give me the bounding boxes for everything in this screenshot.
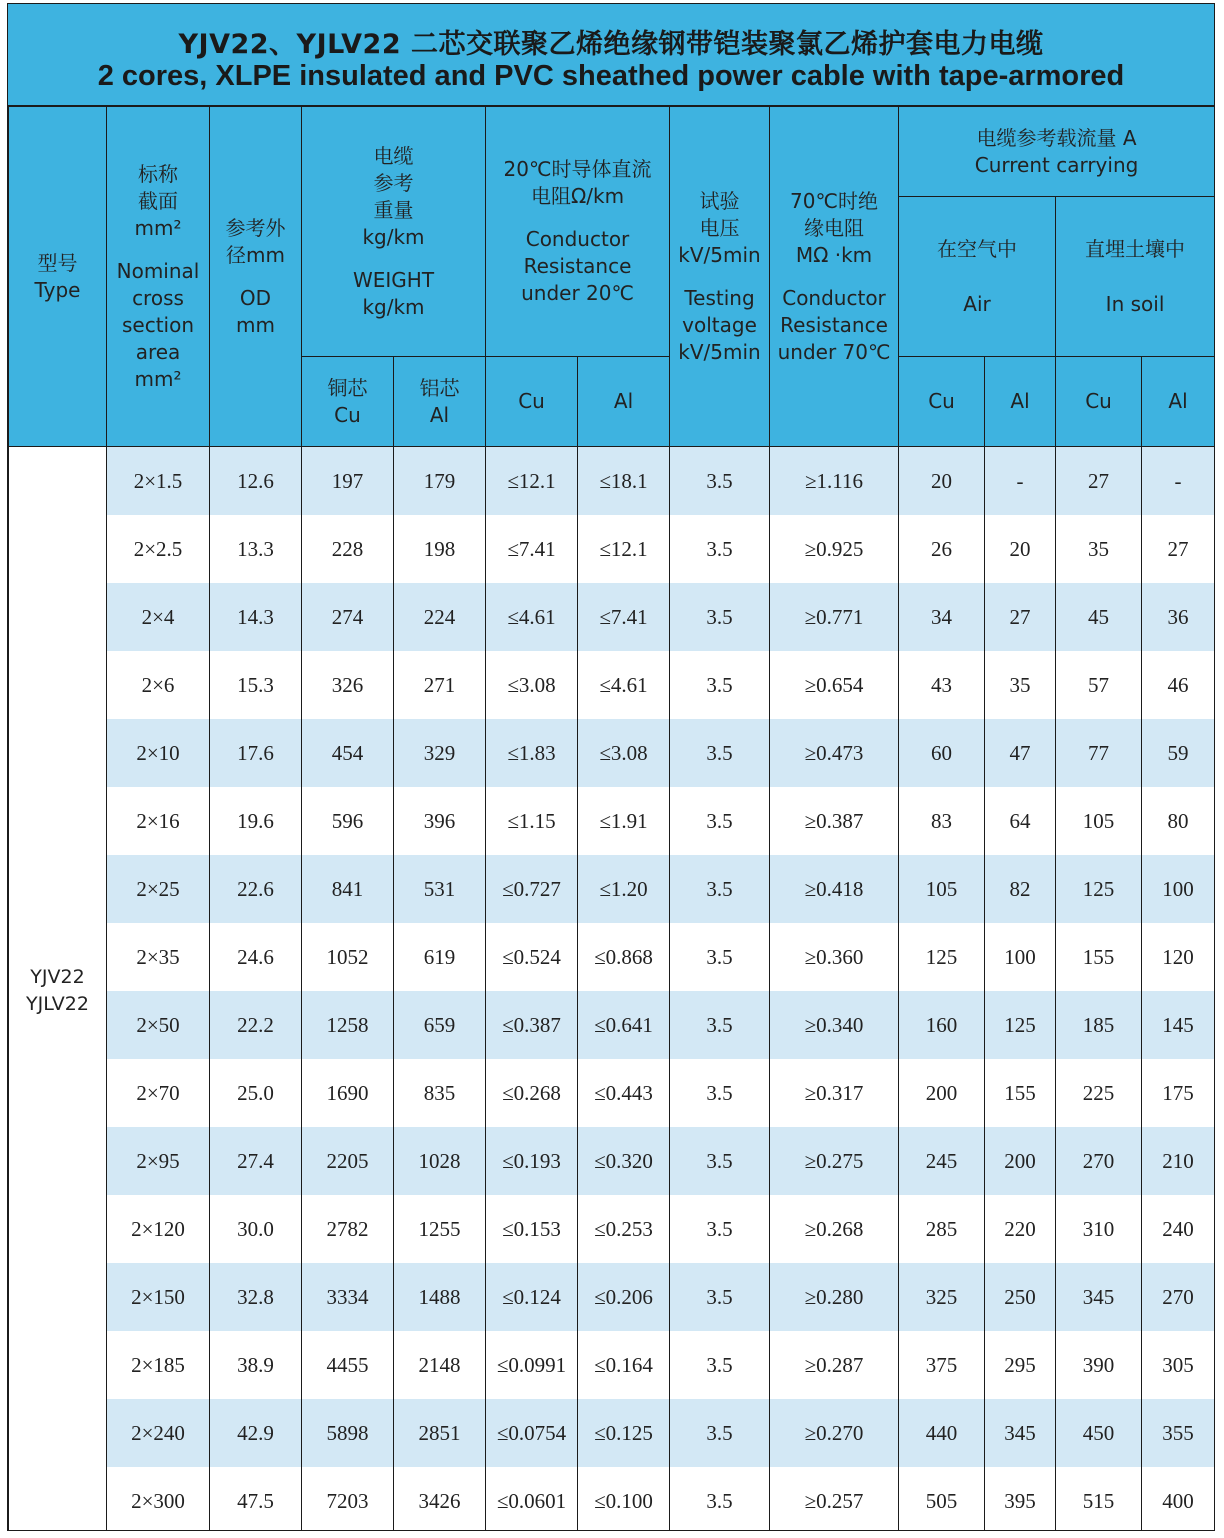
cell-weight-cu: 4455 [302, 1331, 394, 1399]
cell-air-cu: 200 [899, 1059, 985, 1127]
cell-test-voltage: 3.5 [670, 1263, 770, 1331]
cell-od: 30.0 [210, 1195, 302, 1263]
cell-insulation-resistance: ≥0.925 [770, 515, 899, 583]
header-air [899, 197, 1056, 357]
header-section-unit: mm² [134, 215, 182, 240]
cell-od: 13.3 [210, 515, 302, 583]
cell-test-voltage: 3.5 [670, 991, 770, 1059]
table-row [9, 991, 1215, 1059]
cell-air-cu: 375 [899, 1331, 985, 1399]
header-weight [302, 107, 486, 357]
cell-resistance-cu: ≤0.193 [486, 1127, 578, 1195]
header-nominal-section [107, 107, 210, 447]
cell-weight-cu: 454 [302, 719, 394, 787]
cell-air-cu: 60 [899, 719, 985, 787]
cell-resistance-cu: ≤0.0601 [486, 1467, 578, 1531]
cell-weight-cu: 2782 [302, 1195, 394, 1263]
cell-od: 22.6 [210, 855, 302, 923]
cell-weight-cu: 5898 [302, 1399, 394, 1467]
cell-resistance-cu: ≤0.387 [486, 991, 578, 1059]
cell-soil-cu: 225 [1056, 1059, 1142, 1127]
table-row [9, 1263, 1215, 1331]
title-english: 2 cores, XLPE insulated and PVC sheathed power cable with tape-armored [97, 60, 1125, 92]
cell-soil-al: 80 [1142, 787, 1215, 855]
header-resist-al: Al [578, 357, 670, 447]
cell-soil-cu: 450 [1056, 1399, 1142, 1467]
header-insul-zh: 70℃时绝缘电阻 [790, 188, 878, 240]
header-current-zh: 电缆参考载流量 A [976, 125, 1137, 150]
cell-soil-al: 59 [1142, 719, 1215, 787]
header-voltage-unit: kV/5min [678, 242, 761, 267]
header-od-unit: mm [236, 312, 275, 337]
type-label: YJLV22 [26, 993, 89, 1015]
cell-air-cu: 20 [899, 447, 985, 516]
cell-od: 12.6 [210, 447, 302, 516]
header-od-zh: 参考外径mm [225, 215, 286, 267]
cell-air-cu: 125 [899, 923, 985, 991]
cell-air-al: 395 [985, 1467, 1056, 1531]
header-voltage-unit-en: kV/5min [678, 339, 761, 364]
cell-nominal-section: 2×10 [107, 719, 210, 787]
cell-resistance-al: ≤18.1 [578, 447, 670, 516]
cell-soil-cu: 35 [1056, 515, 1142, 583]
cell-soil-al: 100 [1142, 855, 1215, 923]
cell-weight-al: 1488 [394, 1263, 486, 1331]
cell-weight-al: 619 [394, 923, 486, 991]
cell-resistance-cu: ≤1.15 [486, 787, 578, 855]
cell-resistance-al: ≤0.206 [578, 1263, 670, 1331]
cell-weight-al: 2851 [394, 1399, 486, 1467]
cell-resistance-al: ≤3.08 [578, 719, 670, 787]
cell-nominal-section: 2×2.5 [107, 515, 210, 583]
header-section-en: Nominal cross section area [116, 258, 200, 364]
table-row [9, 583, 1215, 651]
cell-weight-cu: 7203 [302, 1467, 394, 1531]
cell-nominal-section: 2×240 [107, 1399, 210, 1467]
cell-resistance-cu: ≤0.268 [486, 1059, 578, 1127]
cell-air-al: 100 [985, 923, 1056, 991]
cell-soil-cu: 125 [1056, 855, 1142, 923]
cell-test-voltage: 3.5 [670, 651, 770, 719]
cell-air-cu: 83 [899, 787, 985, 855]
table-row [9, 787, 1215, 855]
header-type [9, 107, 107, 447]
cell-nominal-section: 2×95 [107, 1127, 210, 1195]
cell-soil-cu: 27 [1056, 447, 1142, 516]
cell-insulation-resistance: ≥0.268 [770, 1195, 899, 1263]
cell-soil-al: 145 [1142, 991, 1215, 1059]
cell-od: 25.0 [210, 1059, 302, 1127]
cell-nominal-section: 2×16 [107, 787, 210, 855]
cell-nominal-section: 2×50 [107, 991, 210, 1059]
title-chinese: YJV22、YJLV22 二芯交联聚乙烯绝缘钢带铠装聚氯乙烯护套电力电缆 [178, 29, 1044, 60]
header-air-al: Al [985, 357, 1056, 447]
header-weight-cu [302, 357, 394, 447]
cell-air-al: 35 [985, 651, 1056, 719]
cell-air-cu: 26 [899, 515, 985, 583]
cell-insulation-resistance: ≥1.116 [770, 447, 899, 516]
cell-air-al: 250 [985, 1263, 1056, 1331]
cell-nominal-section: 2×185 [107, 1331, 210, 1399]
cell-insulation-resistance: ≥0.654 [770, 651, 899, 719]
cell-air-al: 20 [985, 515, 1056, 583]
cell-soil-cu: 77 [1056, 719, 1142, 787]
header-air-zh: 在空气中 [937, 236, 1018, 261]
cell-weight-cu: 1052 [302, 923, 394, 991]
cell-od: 24.6 [210, 923, 302, 991]
cell-soil-cu: 105 [1056, 787, 1142, 855]
table-row [9, 1399, 1215, 1467]
cell-test-voltage: 3.5 [670, 1127, 770, 1195]
cell-air-al: 295 [985, 1331, 1056, 1399]
cell-soil-al: 270 [1142, 1263, 1215, 1331]
cell-nominal-section: 2×70 [107, 1059, 210, 1127]
header-soil-al: Al [1142, 357, 1215, 447]
header-weight-cu-en: Cu [334, 402, 361, 427]
header-insulation-resistance [770, 107, 899, 447]
cell-test-voltage: 3.5 [670, 1195, 770, 1263]
cell-weight-al: 531 [394, 855, 486, 923]
cell-soil-al: 305 [1142, 1331, 1215, 1399]
cell-air-cu: 285 [899, 1195, 985, 1263]
cell-soil-al: 36 [1142, 583, 1215, 651]
header-weight-al-zh: 铝芯 [419, 375, 460, 400]
table-row [9, 651, 1215, 719]
cell-test-voltage: 3.5 [670, 923, 770, 991]
cell-insulation-resistance: ≥0.473 [770, 719, 899, 787]
cell-air-al: 345 [985, 1399, 1056, 1467]
cell-resistance-cu: ≤7.41 [486, 515, 578, 583]
cell-resistance-cu: ≤0.153 [486, 1195, 578, 1263]
cell-soil-al: 120 [1142, 923, 1215, 991]
cell-resistance-al: ≤0.253 [578, 1195, 670, 1263]
cell-weight-cu: 841 [302, 855, 394, 923]
header-weight-en: WEIGHT [352, 267, 435, 292]
cell-resistance-al: ≤1.20 [578, 855, 670, 923]
cell-weight-al: 835 [394, 1059, 486, 1127]
cell-soil-cu: 185 [1056, 991, 1142, 1059]
header-insul-en: Conductor Resistance under 70℃ [777, 285, 891, 364]
cell-insulation-resistance: ≥0.287 [770, 1331, 899, 1399]
header-section-unit-2: mm² [134, 366, 182, 391]
header-weight-al [394, 357, 486, 447]
header-resist-en: Conductor Resistance under 20℃ [521, 227, 634, 305]
cell-resistance-cu: ≤0.524 [486, 923, 578, 991]
cell-insulation-resistance: ≥0.418 [770, 855, 899, 923]
cell-weight-cu: 326 [302, 651, 394, 719]
cell-soil-al: 46 [1142, 651, 1215, 719]
cell-air-cu: 325 [899, 1263, 985, 1331]
header-soil-cu: Cu [1056, 357, 1142, 447]
spec-sheet [7, 3, 1215, 1531]
cell-resistance-al: ≤0.641 [578, 991, 670, 1059]
cell-air-cu: 43 [899, 651, 985, 719]
header-type-en: Type [34, 277, 81, 302]
table-row [9, 1127, 1215, 1195]
cell-air-al: 220 [985, 1195, 1056, 1263]
cell-weight-al: 396 [394, 787, 486, 855]
header-resist-zh: 20℃时导体直流电阻Ω/km [503, 157, 652, 208]
cell-od: 47.5 [210, 1467, 302, 1531]
cell-weight-cu: 2205 [302, 1127, 394, 1195]
cell-weight-cu: 1258 [302, 991, 394, 1059]
cell-air-al: - [985, 447, 1056, 516]
cell-od: 27.4 [210, 1127, 302, 1195]
cell-weight-al: 198 [394, 515, 486, 583]
cell-test-voltage: 3.5 [670, 1399, 770, 1467]
table-row [9, 855, 1215, 923]
cell-insulation-resistance: ≥0.275 [770, 1127, 899, 1195]
cell-soil-al: 175 [1142, 1059, 1215, 1127]
cell-insulation-resistance: ≥0.270 [770, 1399, 899, 1467]
cell-resistance-cu: ≤0.0754 [486, 1399, 578, 1467]
cell-air-al: 27 [985, 583, 1056, 651]
cell-nominal-section: 2×4 [107, 583, 210, 651]
cell-test-voltage: 3.5 [670, 1331, 770, 1399]
table-row [9, 1467, 1215, 1531]
cell-soil-al: - [1142, 447, 1215, 516]
cell-nominal-section: 2×150 [107, 1263, 210, 1331]
table-row [9, 1195, 1215, 1263]
cell-weight-cu: 228 [302, 515, 394, 583]
cell-test-voltage: 3.5 [670, 1059, 770, 1127]
header-test-voltage [670, 107, 770, 447]
cell-soil-al: 240 [1142, 1195, 1215, 1263]
cell-soil-cu: 390 [1056, 1331, 1142, 1399]
cell-soil-cu: 45 [1056, 583, 1142, 651]
header-voltage-zh: 试验电压 [699, 188, 740, 240]
cell-air-cu: 160 [899, 991, 985, 1059]
header-air-cu: Cu [899, 357, 985, 447]
cell-insulation-resistance: ≥0.771 [770, 583, 899, 651]
cell-test-voltage: 3.5 [670, 583, 770, 651]
cell-air-al: 125 [985, 991, 1056, 1059]
header-current-carrying [899, 107, 1215, 197]
cell-nominal-section: 2×25 [107, 855, 210, 923]
cell-weight-al: 224 [394, 583, 486, 651]
cell-resistance-al: ≤0.164 [578, 1331, 670, 1399]
cell-resistance-al: ≤1.91 [578, 787, 670, 855]
cell-air-cu: 105 [899, 855, 985, 923]
header-weight-al-en: Al [429, 402, 450, 427]
table-body [9, 447, 1215, 1532]
header-insul-unit: MΩ ·km [795, 242, 873, 267]
cell-weight-al: 3426 [394, 1467, 486, 1531]
cell-od: 17.6 [210, 719, 302, 787]
header-type-zh: 型号 [37, 250, 78, 275]
type-label: YJV22 [30, 966, 85, 988]
cell-weight-cu: 1690 [302, 1059, 394, 1127]
header-soil [1056, 197, 1215, 357]
table-row [9, 515, 1215, 583]
table-row [9, 1331, 1215, 1399]
cell-resistance-cu: ≤0.727 [486, 855, 578, 923]
header-weight-unit: kg/km [362, 224, 425, 249]
cell-nominal-section: 2×120 [107, 1195, 210, 1263]
cell-soil-al: 355 [1142, 1399, 1215, 1467]
cell-od: 38.9 [210, 1331, 302, 1399]
header-resist-cu: Cu [486, 357, 578, 447]
header-voltage-en: Testing voltage [682, 285, 757, 337]
table-row [9, 447, 1215, 516]
cell-insulation-resistance: ≥0.340 [770, 991, 899, 1059]
header-weight-unit-en: kg/km [362, 294, 425, 319]
cell-resistance-cu: ≤12.1 [486, 447, 578, 516]
cell-soil-cu: 515 [1056, 1467, 1142, 1531]
cell-od: 32.8 [210, 1263, 302, 1331]
cell-nominal-section: 2×35 [107, 923, 210, 991]
cell-air-al: 47 [985, 719, 1056, 787]
header-od-en: OD [239, 285, 272, 310]
cell-insulation-resistance: ≥0.387 [770, 787, 899, 855]
cell-weight-al: 1255 [394, 1195, 486, 1263]
cell-resistance-al: ≤0.100 [578, 1467, 670, 1531]
cell-air-cu: 34 [899, 583, 985, 651]
cell-weight-cu: 274 [302, 583, 394, 651]
cell-nominal-section: 2×1.5 [107, 447, 210, 516]
cell-soil-al: 27 [1142, 515, 1215, 583]
cell-od: 22.2 [210, 991, 302, 1059]
cell-nominal-section: 2×300 [107, 1467, 210, 1531]
cell-air-al: 155 [985, 1059, 1056, 1127]
cell-test-voltage: 3.5 [670, 855, 770, 923]
table-row [9, 719, 1215, 787]
cell-insulation-resistance: ≥0.257 [770, 1467, 899, 1531]
cell-test-voltage: 3.5 [670, 1467, 770, 1531]
header-soil-en: In soil [1105, 291, 1165, 316]
cell-air-al: 200 [985, 1127, 1056, 1195]
cell-soil-cu: 310 [1056, 1195, 1142, 1263]
cell-soil-al: 210 [1142, 1127, 1215, 1195]
cell-insulation-resistance: ≥0.360 [770, 923, 899, 991]
cell-weight-al: 329 [394, 719, 486, 787]
cell-air-cu: 505 [899, 1467, 985, 1531]
cell-insulation-resistance: ≥0.280 [770, 1263, 899, 1331]
cell-soil-cu: 345 [1056, 1263, 1142, 1331]
cell-test-voltage: 3.5 [670, 447, 770, 516]
cable-spec-table [8, 106, 1215, 1531]
cell-air-al: 82 [985, 855, 1056, 923]
cell-od: 42.9 [210, 1399, 302, 1467]
title-banner [8, 4, 1214, 106]
cell-air-cu: 245 [899, 1127, 985, 1195]
cell-resistance-al: ≤4.61 [578, 651, 670, 719]
cell-od: 14.3 [210, 583, 302, 651]
cell-test-voltage: 3.5 [670, 787, 770, 855]
cell-resistance-cu: ≤0.0991 [486, 1331, 578, 1399]
cell-resistance-cu: ≤1.83 [486, 719, 578, 787]
header-soil-zh: 直埋土壤中 [1085, 236, 1186, 261]
cell-resistance-al: ≤12.1 [578, 515, 670, 583]
cell-test-voltage: 3.5 [670, 515, 770, 583]
cell-weight-al: 179 [394, 447, 486, 516]
cell-air-cu: 440 [899, 1399, 985, 1467]
header-current-en: Current carrying [974, 152, 1139, 177]
cell-resistance-cu: ≤3.08 [486, 651, 578, 719]
cell-weight-cu: 3334 [302, 1263, 394, 1331]
cell-air-al: 64 [985, 787, 1056, 855]
cell-od: 19.6 [210, 787, 302, 855]
cell-weight-al: 2148 [394, 1331, 486, 1399]
cell-resistance-al: ≤0.443 [578, 1059, 670, 1127]
cell-insulation-resistance: ≥0.317 [770, 1059, 899, 1127]
cell-resistance-al: ≤0.320 [578, 1127, 670, 1195]
cell-resistance-al: ≤7.41 [578, 583, 670, 651]
cell-soil-cu: 57 [1056, 651, 1142, 719]
cell-nominal-section: 2×6 [107, 651, 210, 719]
header-air-en: Air [963, 291, 991, 316]
table-row [9, 923, 1215, 991]
cell-weight-cu: 596 [302, 787, 394, 855]
cell-weight-al: 659 [394, 991, 486, 1059]
header-section-zh: 标称截面 [138, 161, 178, 213]
cell-resistance-cu: ≤4.61 [486, 583, 578, 651]
cell-resistance-cu: ≤0.124 [486, 1263, 578, 1331]
cell-od: 15.3 [210, 651, 302, 719]
cell-resistance-al: ≤0.125 [578, 1399, 670, 1467]
header-weight-zh: 电缆参考重量 [373, 143, 414, 222]
header-od [210, 107, 302, 447]
cell-test-voltage: 3.5 [670, 719, 770, 787]
cell-weight-al: 1028 [394, 1127, 486, 1195]
type-cell [9, 447, 107, 1532]
cell-resistance-al: ≤0.868 [578, 923, 670, 991]
cell-soil-cu: 155 [1056, 923, 1142, 991]
cell-weight-cu: 197 [302, 447, 394, 516]
header-dc-resistance [486, 107, 670, 357]
table-row [9, 1059, 1215, 1127]
cell-soil-al: 400 [1142, 1467, 1215, 1531]
cell-soil-cu: 270 [1056, 1127, 1142, 1195]
header-weight-cu-zh: 铜芯 [327, 375, 368, 400]
cell-weight-al: 271 [394, 651, 486, 719]
